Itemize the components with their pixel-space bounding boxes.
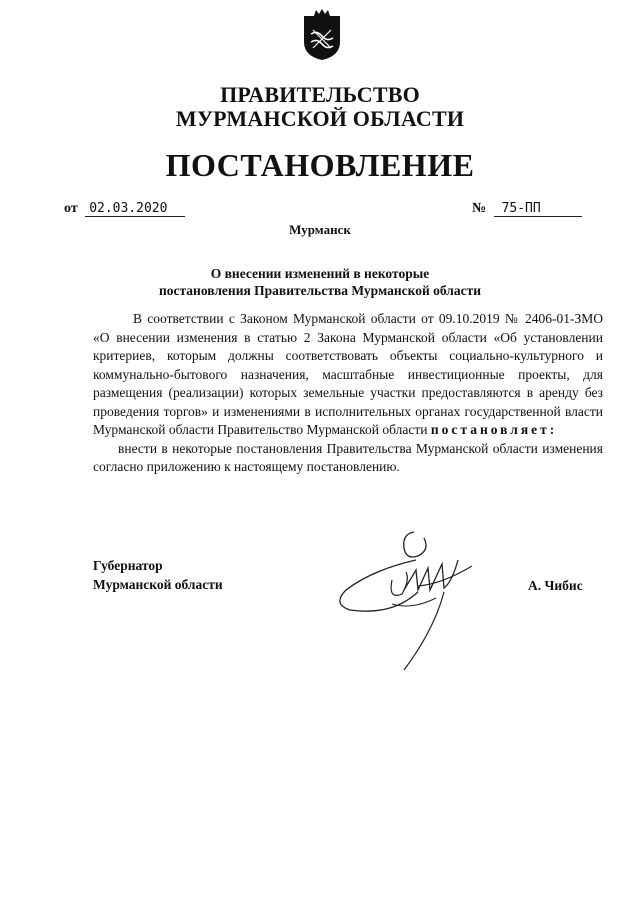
decree-body	[93, 310, 603, 477]
signer-name: А. Чибис	[528, 578, 583, 593]
body-paragraph1-text: В соответствии с Законом Мурманской области от 09.10.2019 № 2406-01-ЗМО «О внесении изменения в статью 2 Закона Мурманской области «Об установлении критериев, которым должны соответствовать объекты социально-культурного и коммунально-бытового назначения, масштабные инвестиционные проекты, для размещения (реализации) которых земельные участки предоставляются в аренду без проведения торгов» и изменениями в исполнительных органах государственной власти Мурманской области Правительство Мурманской области	[93, 311, 603, 437]
signer-title-line1: Губернатор	[93, 558, 163, 573]
body-paragraph1	[93, 310, 603, 440]
number-prefix: №	[472, 201, 487, 216]
signer-title-line2: Мурманской области	[93, 577, 223, 592]
subject-line2: постановления Правительства Мурманской области	[158, 283, 481, 298]
decree-subject	[0, 265, 640, 299]
decides-word: постановляет:	[430, 422, 558, 437]
decree-title: ПОСТАНОВЛЕНИЕ	[165, 147, 475, 183]
handwritten-signature	[332, 520, 492, 680]
city-name: Мурманск	[289, 222, 351, 237]
date-row	[64, 201, 185, 217]
coat-of-arms-icon	[300, 8, 344, 62]
signer-title	[93, 556, 223, 594]
decree-date: 02.03.2020	[85, 201, 185, 217]
government-title-line2: МУРМАНСКОЙ ОБЛАСТИ	[175, 106, 465, 131]
body-paragraph2: внести в некоторые постановления Правительства Мурманской области изменения согласно приложению к настоящему постановлению.	[93, 440, 603, 474]
decree-number: 75-ПП	[494, 201, 582, 217]
subject-line1: О внесении изменений в некоторые	[210, 266, 430, 281]
date-prefix: от	[64, 201, 78, 216]
number-row	[472, 201, 582, 217]
government-title-line1: ПРАВИТЕЛЬСТВО	[220, 82, 420, 107]
